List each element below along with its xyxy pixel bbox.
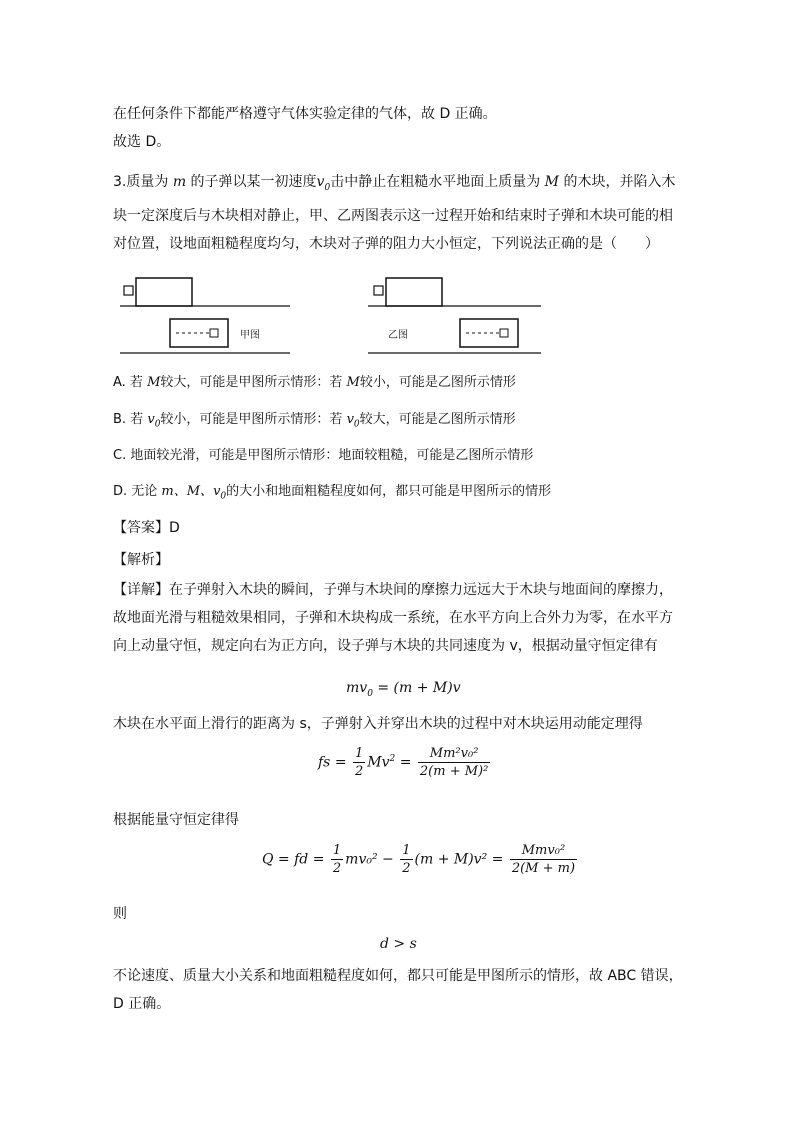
block-start [386,278,442,306]
denominator: 2(m + M)² [419,764,489,779]
equation-momentum [346,680,461,699]
figure-yi [368,278,541,353]
analysis-paragraph-5: 不论速度、质量大小关系和地面粗糙程度如何，都只可能是甲图所示的情形，故 ABC 错误，D 正确。 [113,968,683,1012]
eq-term: = [395,754,416,771]
denominator: 2 [402,861,411,876]
bullet-end [210,329,218,337]
var-M: M [147,375,161,390]
option-a [113,373,516,393]
option-text: 较大，可能是乙图所示情形 [359,412,516,427]
equation-work-energy [318,746,492,779]
eq-term: fs = [318,754,351,771]
analysis-paragraph-1 [113,576,683,660]
eq-term: mv₀² [345,851,378,868]
analysis-text: 在子弹射入木块的瞬间，子弹与木块间的摩擦力远远大于木块与地面间的摩擦力，故地面光滑与粗糙效果相同，子弹和木块构成一系统，在水平方向上合外力为零，在水平方向上动量守恒，规定向右为正方向，设子弹与木块的共同速度为 v，根据动量守恒定律有 [113,582,673,654]
option-text: 较小，可能是乙图所示情形 [359,375,516,390]
bullet-start [124,286,133,295]
subscript: 0 [154,419,161,430]
intro-line-2: 故选 D。 [113,134,171,150]
eq-term: = [487,851,508,868]
label-yi: 乙图 [388,330,408,341]
figures [0,276,794,356]
var-M: M [346,375,360,390]
numerator: Mmv₀² [521,843,566,858]
superscript: 2 [389,753,396,764]
option-text: 较大，可能是甲图所示情形：若 [160,375,347,390]
option-text: 较小，可能是甲图所示情形：若 [160,412,347,427]
question-text: 质量为 [126,174,173,190]
numerator: 1 [402,843,411,858]
question-number: 3. [113,174,127,190]
option-c: C. 地面较光滑，可能是甲图所示情形：地面较粗糙，可能是乙图所示情形 [113,448,534,463]
fraction-result [510,843,577,876]
analysis-paragraph-4: 则 [113,906,127,922]
intro-line-1: 在任何条件下都能严格遵守气体实验定律的气体，故 D 正确。 [113,106,497,122]
numerator: 1 [355,746,364,761]
answer-line [113,518,180,538]
denominator: 2 [332,861,342,876]
analysis-tag: 【解析】 [113,552,169,568]
eq-term: = (m + M)v [372,680,461,696]
option-text: D. 无论 [113,484,162,499]
option-b [113,410,516,435]
var-v: v [316,174,325,190]
fraction-half [331,843,343,876]
fraction-result [418,746,490,779]
subscript: 0 [353,419,360,430]
eq-term: Q = fd = [262,851,329,868]
eq-term: − [377,851,399,868]
var-M: M [544,174,559,190]
fraction-half [353,746,365,779]
var-v: v [346,412,354,427]
answer-value: D [169,520,180,536]
detail-tag: 【详解】 [113,582,169,598]
question-text: 的子弹以某一初速度 [186,174,317,190]
numerator: 1 [332,843,342,858]
eq-term: Mv [367,754,390,771]
var-m: m [172,174,187,190]
block-start [136,278,192,306]
denominator: 2 [355,764,364,779]
bullet-start [374,286,383,295]
numerator: Mm²v₀² [429,746,479,761]
question-stem [113,168,683,258]
subscript: 0 [324,182,331,193]
denominator: 2(M + m) [511,861,576,876]
bullet-end [500,329,508,337]
var-list: m、M、 [161,484,214,499]
option-text: A. 若 [113,375,148,390]
option-d [113,482,551,507]
answer-tag: 【答案】 [113,520,169,536]
equation-inequality: d > s [380,936,417,952]
subscript: 0 [367,688,373,699]
analysis-paragraph-2: 木块在水平面上滑行的距离为 s，子弹射入并穿出木块的过程中对木块运用动能定理得 [113,716,643,732]
var-v: v [213,484,221,499]
subscript: 0 [220,491,227,502]
eq-term: (m + M)v² [414,851,488,868]
label-jia: 甲图 [240,330,260,341]
var-v: v [147,412,155,427]
fraction-half [400,843,412,876]
eq-term: mv [346,680,368,696]
option-text: B. 若 [113,412,148,427]
question-text: 的木块，并陷入木块一定深度后与木块相对静止，甲、乙两图表示这一过程开始和结束时子弹和木块可能的相对位置，设地面粗糙程度均匀，木块对子弹的阻力大小恒定，下列说法正确的是（ ） [113,174,676,252]
analysis-paragraph-3: 根据能量守恒定律得 [113,812,239,828]
equation-energy [262,843,579,876]
figure-jia [120,278,290,353]
option-text: 的大小和地面粗糙程度如何，都只可能是甲图所示的情形 [226,484,552,499]
question-text: 击中静止在粗糙水平地面上质量为 [330,174,545,190]
